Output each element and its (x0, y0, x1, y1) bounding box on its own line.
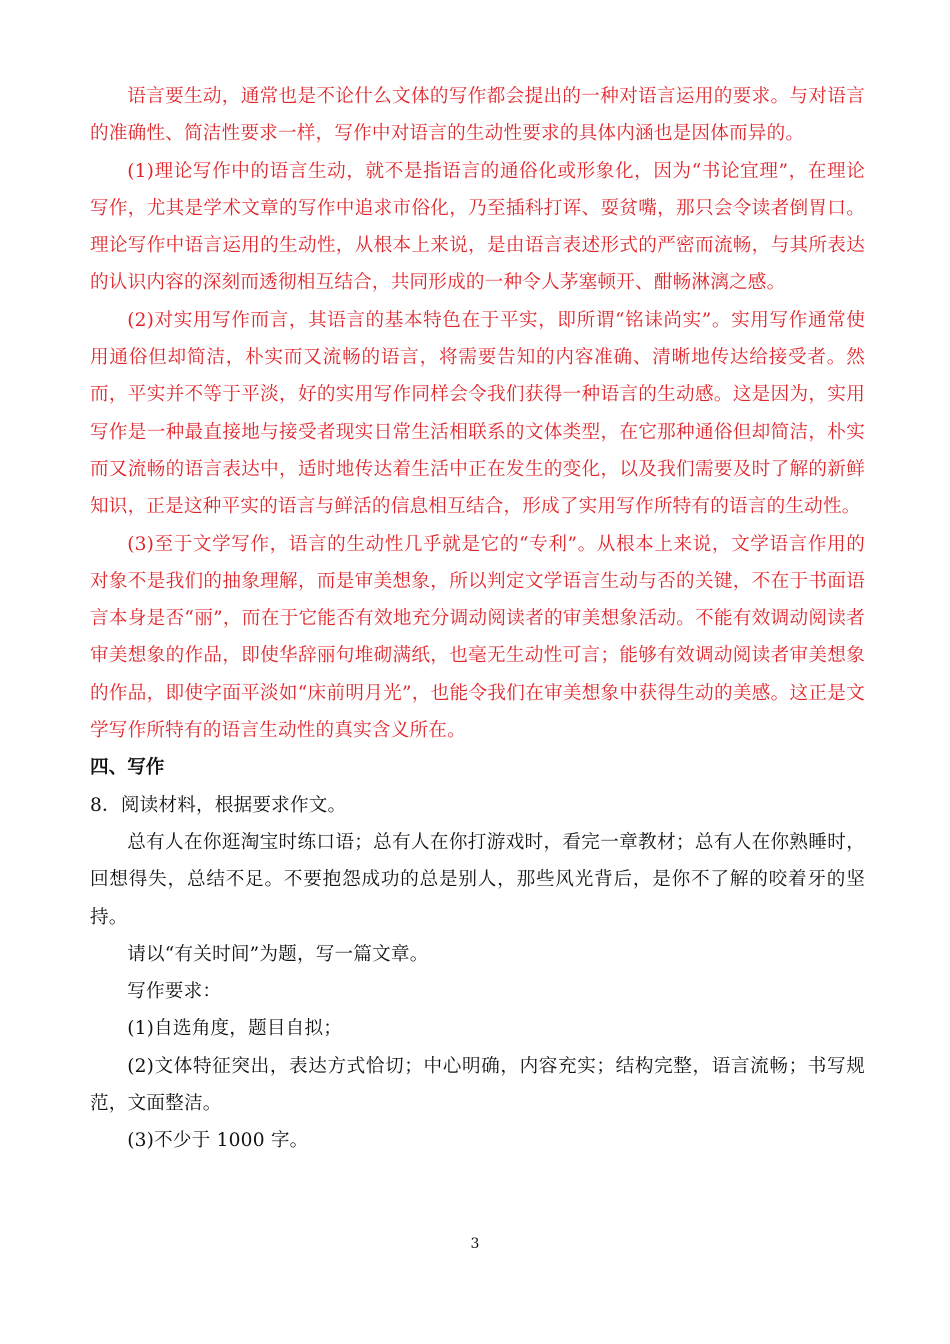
writing-material-paragraph: 总有人在你逛淘宝时练口语；总有人在你打游戏时，看完一章教材；总有人在你熟睡时，回想得失，总结不足。不要抱怨成功的总是别人，那些风光背后，是你不了解的咬着牙的坚持。 (90, 831, 865, 928)
page-number: 3 (470, 1236, 480, 1252)
question-8-stem: 8．阅读材料，根据要求作文。 (90, 794, 347, 816)
writing-requirement-2: (2)文体特征突出，表达方式恰切；中心明确，内容充实；结构完整，语言流畅；书写规范，文面整洁。 (90, 1055, 865, 1115)
writing-requirement-1: (1)自选角度，题目自拟； (127, 1018, 343, 1040)
writing-requirements-label: 写作要求： (127, 981, 222, 1003)
answer-point-2-paragraph: (2)对实用写作而言，其语言的基本特色在于平实，即所谓“铭诔尚实”。实用写作通常使用通俗但却简洁，朴实而又流畅的语言，将需要告知的内容准确、清晰地传达给接受者。然而，平实并不等于平淡，好的实用写作同样会令我们获得一种语言的生动感。这是因为，实用写作是一种最直接地与接受者现实日常生活相联系的文体类型，在它那种通俗但却简洁，朴实而又流畅的语言表达中，适时地传达着生活中正在发生的变化，以及我们需要及时了解的新鲜知识，正是这种平实的语言与鲜活的信息相互结合，形成了实用写作所特有的语言的生动性。 (90, 309, 865, 518)
writing-prompt: 请以“有关时间”为题，写一篇文章。 (127, 943, 429, 965)
writing-requirement-3: (3)不少于 1000 字。 (127, 1130, 309, 1152)
writing-section-heading: 四、写作 (90, 757, 165, 779)
answer-point-1-paragraph: (1)理论写作中的语言生动，就不是指语言的通俗化或形象化，因为“书论宜理”，在理论写作，尤其是学术文章的写作中追求市俗化，乃至插科打诨、耍贫嘴，那只会令读者倒胃口。理论写作中语言运用的生动性，从根本上来说，是由语言表述形式的严密而流畅，与其所表达的认识内容的深刻而透彻相互结合，共同形成的一种令人茅塞顿开、酣畅淋漓之感。 (90, 160, 865, 294)
answer-point-3-paragraph: (3)至于文学写作，语言的生动性几乎就是它的“专利”。从根本上来说，文学语言作用的对象不是我们的抽象理解，而是审美想象，所以判定文学语言生动与否的关键，不在于书面语言本身是否“丽”，而在于它能否有效地充分调动阅读者的审美想象活动。不能有效调动阅读者审美想象的作品，即使华辞丽句堆砌满纸，也毫无生动性可言；能够有效调动阅读者审美想象的作品，即使字面平淡如“床前明月光”，也能令我们在审美想象中获得生动的美感。这正是文学写作所特有的语言生动性的真实含义所在。 (90, 533, 865, 742)
document-page (90, 78, 865, 1160)
answer-intro-paragraph: 语言要生动，通常也是不论什么文体的写作都会提出的一种对语言运用的要求。与对语言的准确性、简洁性要求一样，写作中对语言的生动性要求的具体内涵也是因体而异的。 (90, 86, 865, 145)
